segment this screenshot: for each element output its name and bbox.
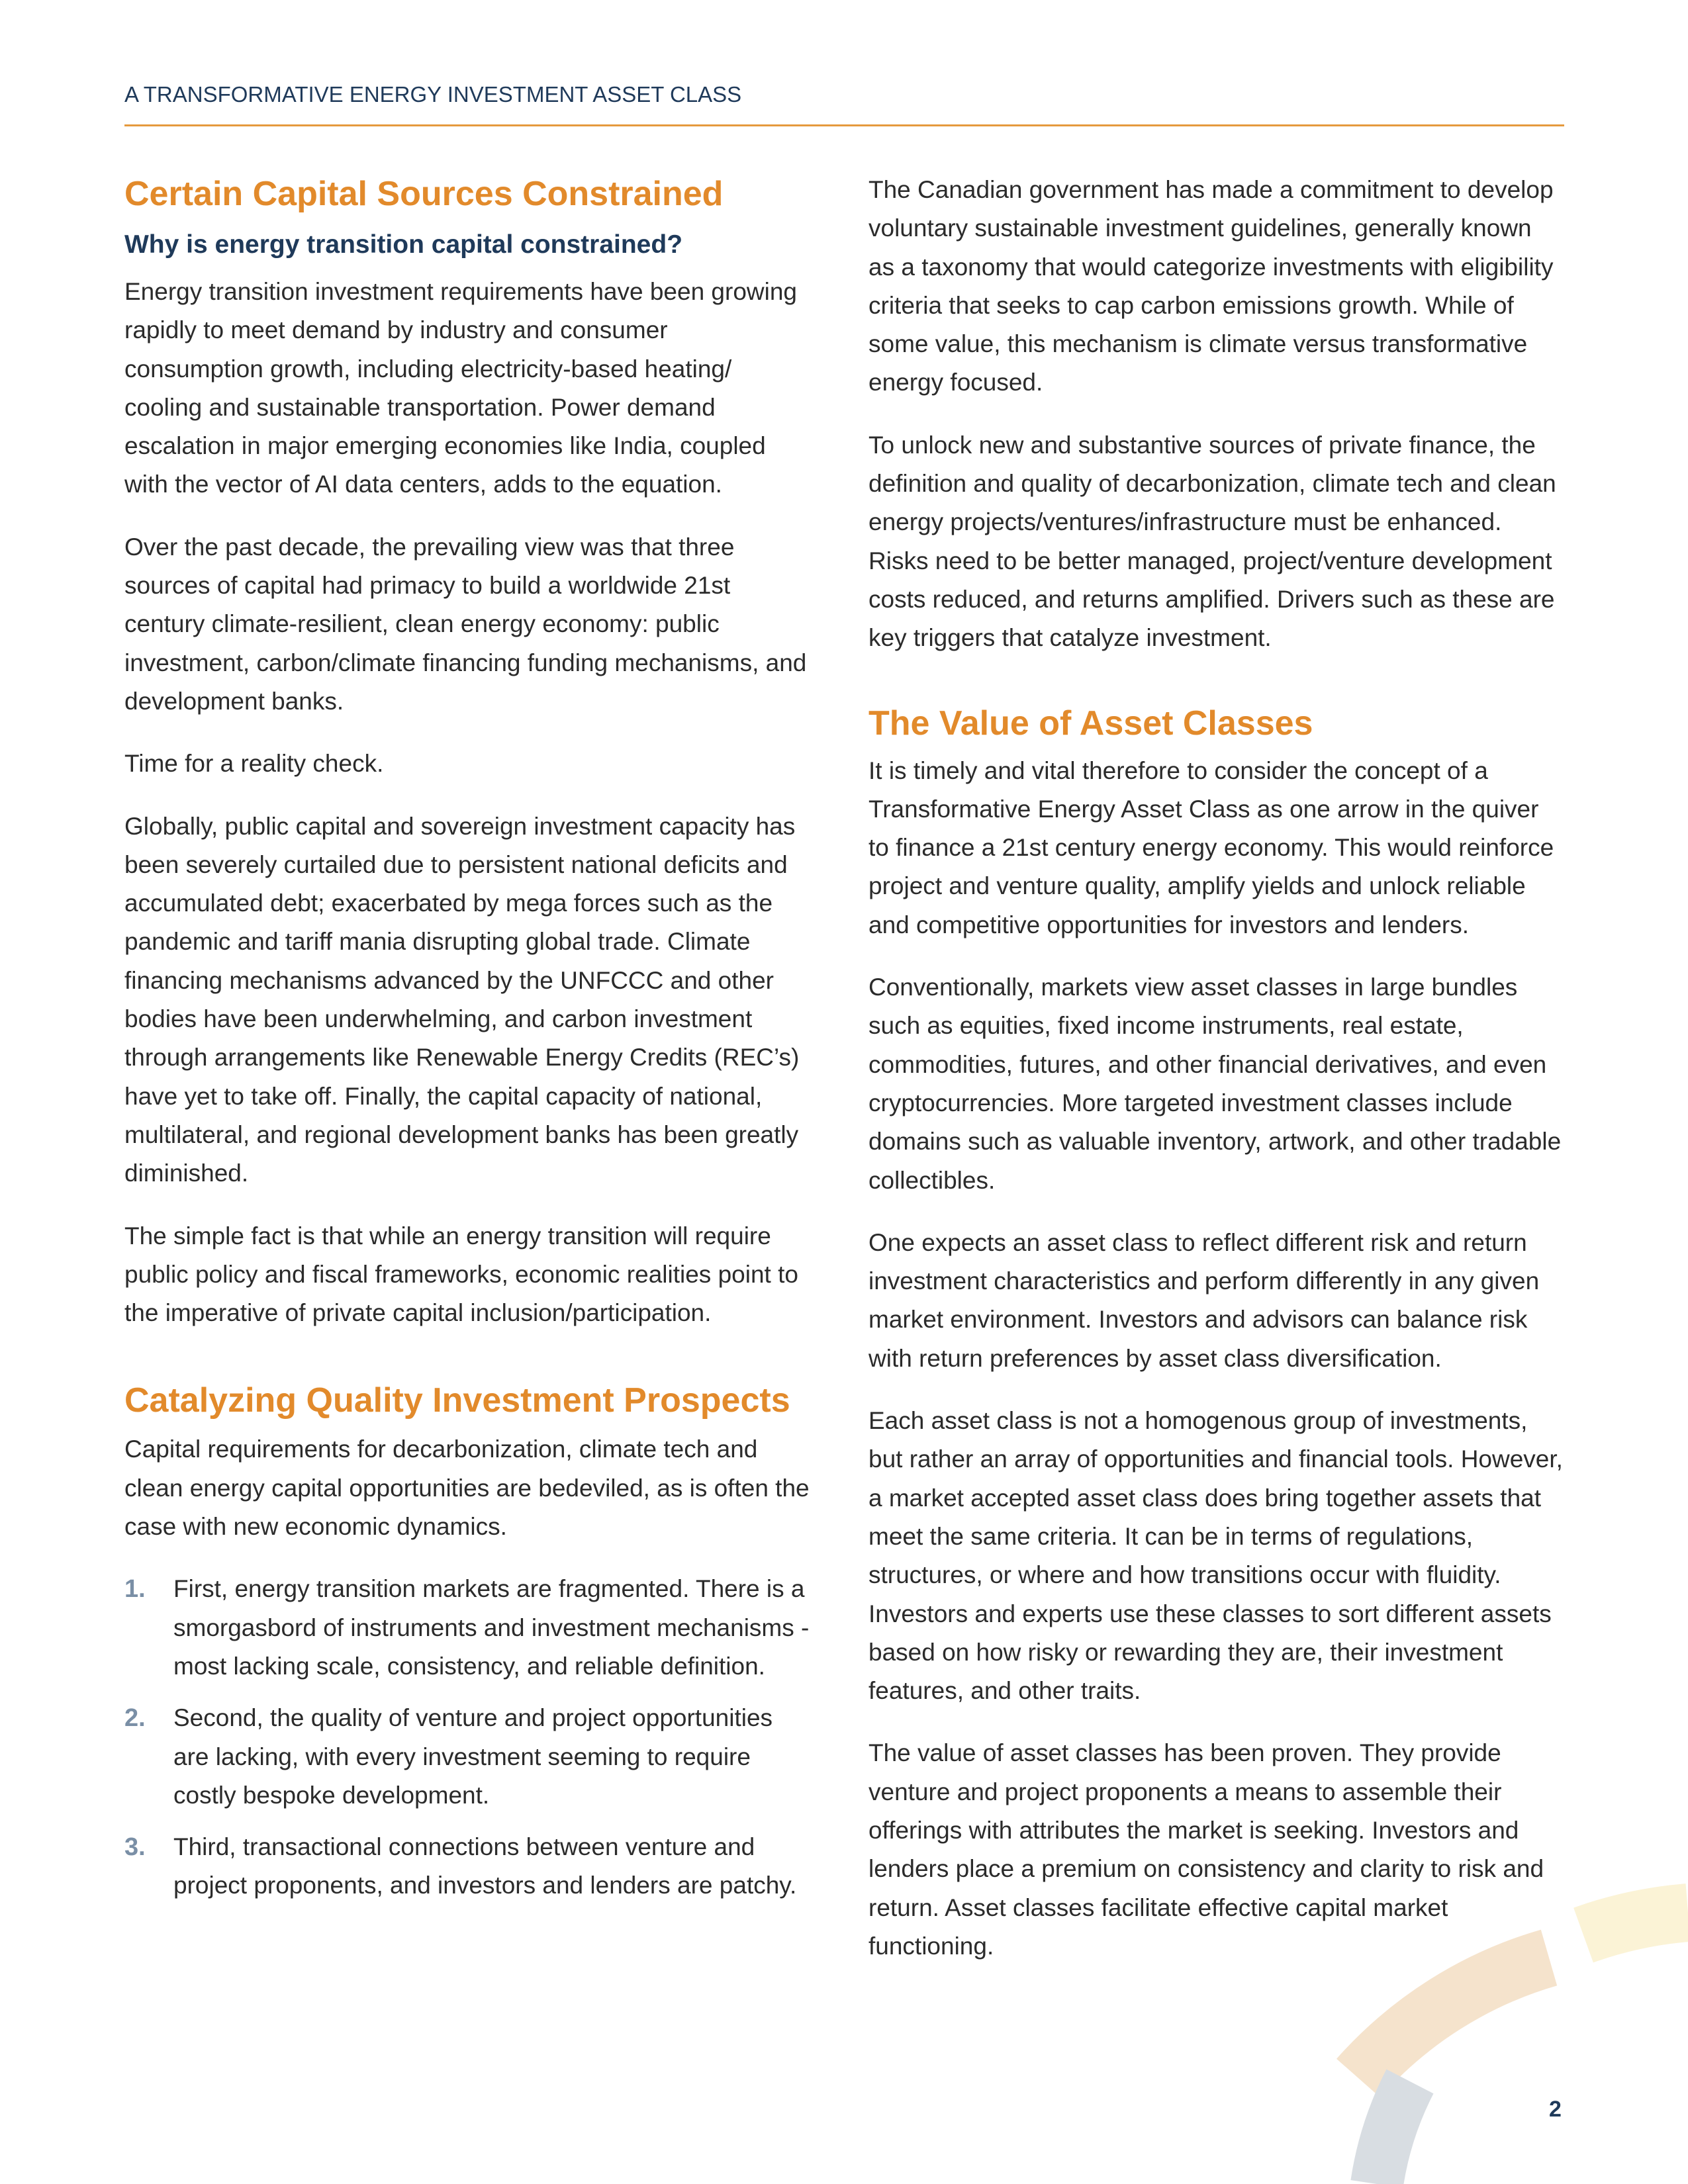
running-header-title: A TRANSFORMATIVE ENERGY INVESTMENT ASSET CLASS — [124, 82, 742, 107]
section-heading-value-of-asset-classes: The Value of Asset Classes — [868, 704, 1313, 743]
list-item — [124, 1828, 813, 1905]
paragraph: Globally, public capital and sovereign investment capacity has been severely curtailed due to persistent national deficits and accumulated debt; exacerbated by mega forces such as the pandemic and tariff mania disrupting global trade. Climate financing mechanisms advanced by the UNFCCC and other bodies have been underwhelming, and carbon investment through arrangements like Renewable Energy Credits (REC’s) have yet to take off. Finally, the capital capacity of national, multilateral, and regional development banks has been greatly diminished. — [124, 812, 800, 1187]
numbered-list — [124, 1570, 813, 1905]
list-item-number: 2. — [124, 1704, 146, 1733]
paragraph: Capital requirements for decarbonization, climate tech and clean energy capital opportunities are bedeviled, as is often the case with new economic dynamics. — [124, 1435, 810, 1541]
paragraph: One expects an asset class to reflect different risk and return investment characteristics and perform differently in any given market environment. Investors and advisors can balance risk with return preferences by asset class diversification. — [868, 1228, 1540, 1372]
list-item-text: Third, transactional connections between venture and project proponents, and investors and lenders are patchy. — [173, 1833, 797, 1899]
list-item — [124, 1570, 813, 1686]
paragraph: The value of asset classes has been proven. They provide venture and project proponents a means to assemble their offerings with attributes the market is seeking. Investors and lenders place a premium on consistency and clarity to risk and return. Asset classes facilitate effective capital market functioning. — [868, 1739, 1544, 1960]
paragraph: Each asset class is not a homogenous group of investments, but rather an array of opportunities and financial tools. However, a market accepted asset class does bring together assets that meet the same criteria. It can be in terms of regulations, structures, or where and how transitions occur with fluidity. Investors and experts use these classes to sort different assets based on how risky or rewarding they are, their investment features, and other traits. — [868, 1407, 1563, 1705]
arc-segment-yellow — [1583, 1913, 1688, 1935]
list-item-text: First, energy transition markets are fragmented. There is a smorgasbord of instruments and investment mechanisms - most lacking scale, consistency, and reliable definition. — [173, 1575, 810, 1680]
page-number: 2 — [1549, 2097, 1562, 2122]
list-item-text: Second, the quality of venture and project opportunities are lacking, with every investment seeming to require costly bespoke development. — [173, 1704, 773, 1809]
paragraph: Over the past decade, the prevailing view was that three sources of capital had primacy to build a worldwide 21st century climate-resilient, clean energy economy: public investment, carbon/climate financing funding mechanisms, and development banks. — [124, 533, 807, 715]
paragraph: The simple fact is that while an energy transition will require public policy and fiscal frameworks, economic realities point to the imperative of private capital inclusion/participation. — [124, 1222, 798, 1327]
arc-segment-gray — [1377, 2081, 1410, 2184]
section-heading-catalyzing-prospects: Catalyzing Quality Investment Prospects — [124, 1381, 790, 1420]
section-heading-capital-constrained: Certain Capital Sources Constrained — [124, 175, 724, 213]
left-column — [124, 171, 813, 1905]
paragraph: The Canadian government has made a commitment to develop voluntary sustainable investment guidelines, generally known as a taxonomy that would categorize investments with eligibility criteria that seeks to cap carbon emissions growth. While of some value, this mechanism is climate versus transformative energy focused. — [868, 176, 1554, 396]
paragraph: Energy transition investment requirements have been growing rapidly to meet demand by industry and consumer consumption growth, including electricity-based heating/ cooling and sustainable transportation. Power demand escalation in major emerging economies like India, coupled with the vector of AI data centers, adds to the equation. — [124, 278, 798, 498]
paragraph: To unlock new and substantive sources of private finance, the definition and quality of decarbonization, climate tech and clean energy projects/ventures/infrastructure must be enhanced. Risks need to be better managed, project/venture development costs reduced, and returns amplified. Drivers such as these are key triggers that catalyze investment. — [868, 431, 1556, 652]
header-rule — [124, 124, 1564, 126]
paragraph: Time for a reality check. — [124, 750, 384, 778]
paragraph: It is timely and vital therefore to consider the concept of a Transformative Energy Asset Class as one arrow in the quiver to finance a 21st century energy economy. This would reinforce project and venture quality, amplify yields and unlock reliable and competitive opportunities for investors and lenders. — [868, 756, 1554, 938]
list-item-number: 3. — [124, 1833, 146, 1862]
right-column — [868, 171, 1564, 1966]
list-item — [124, 1699, 813, 1815]
arc-segment-peach — [1358, 1958, 1549, 2078]
list-item-number: 1. — [124, 1575, 146, 1604]
subheading-why-constrained: Why is energy transition capital constrained? — [124, 230, 683, 259]
paragraph: Conventionally, markets view asset classes in large bundles such as equities, fixed income instruments, real estate, commodities, futures, and other financial derivatives, and even cryptocurrencies. More targeted investment classes include domains such as valuable inventory, artwork, and other tradable collectibles. — [868, 974, 1562, 1194]
